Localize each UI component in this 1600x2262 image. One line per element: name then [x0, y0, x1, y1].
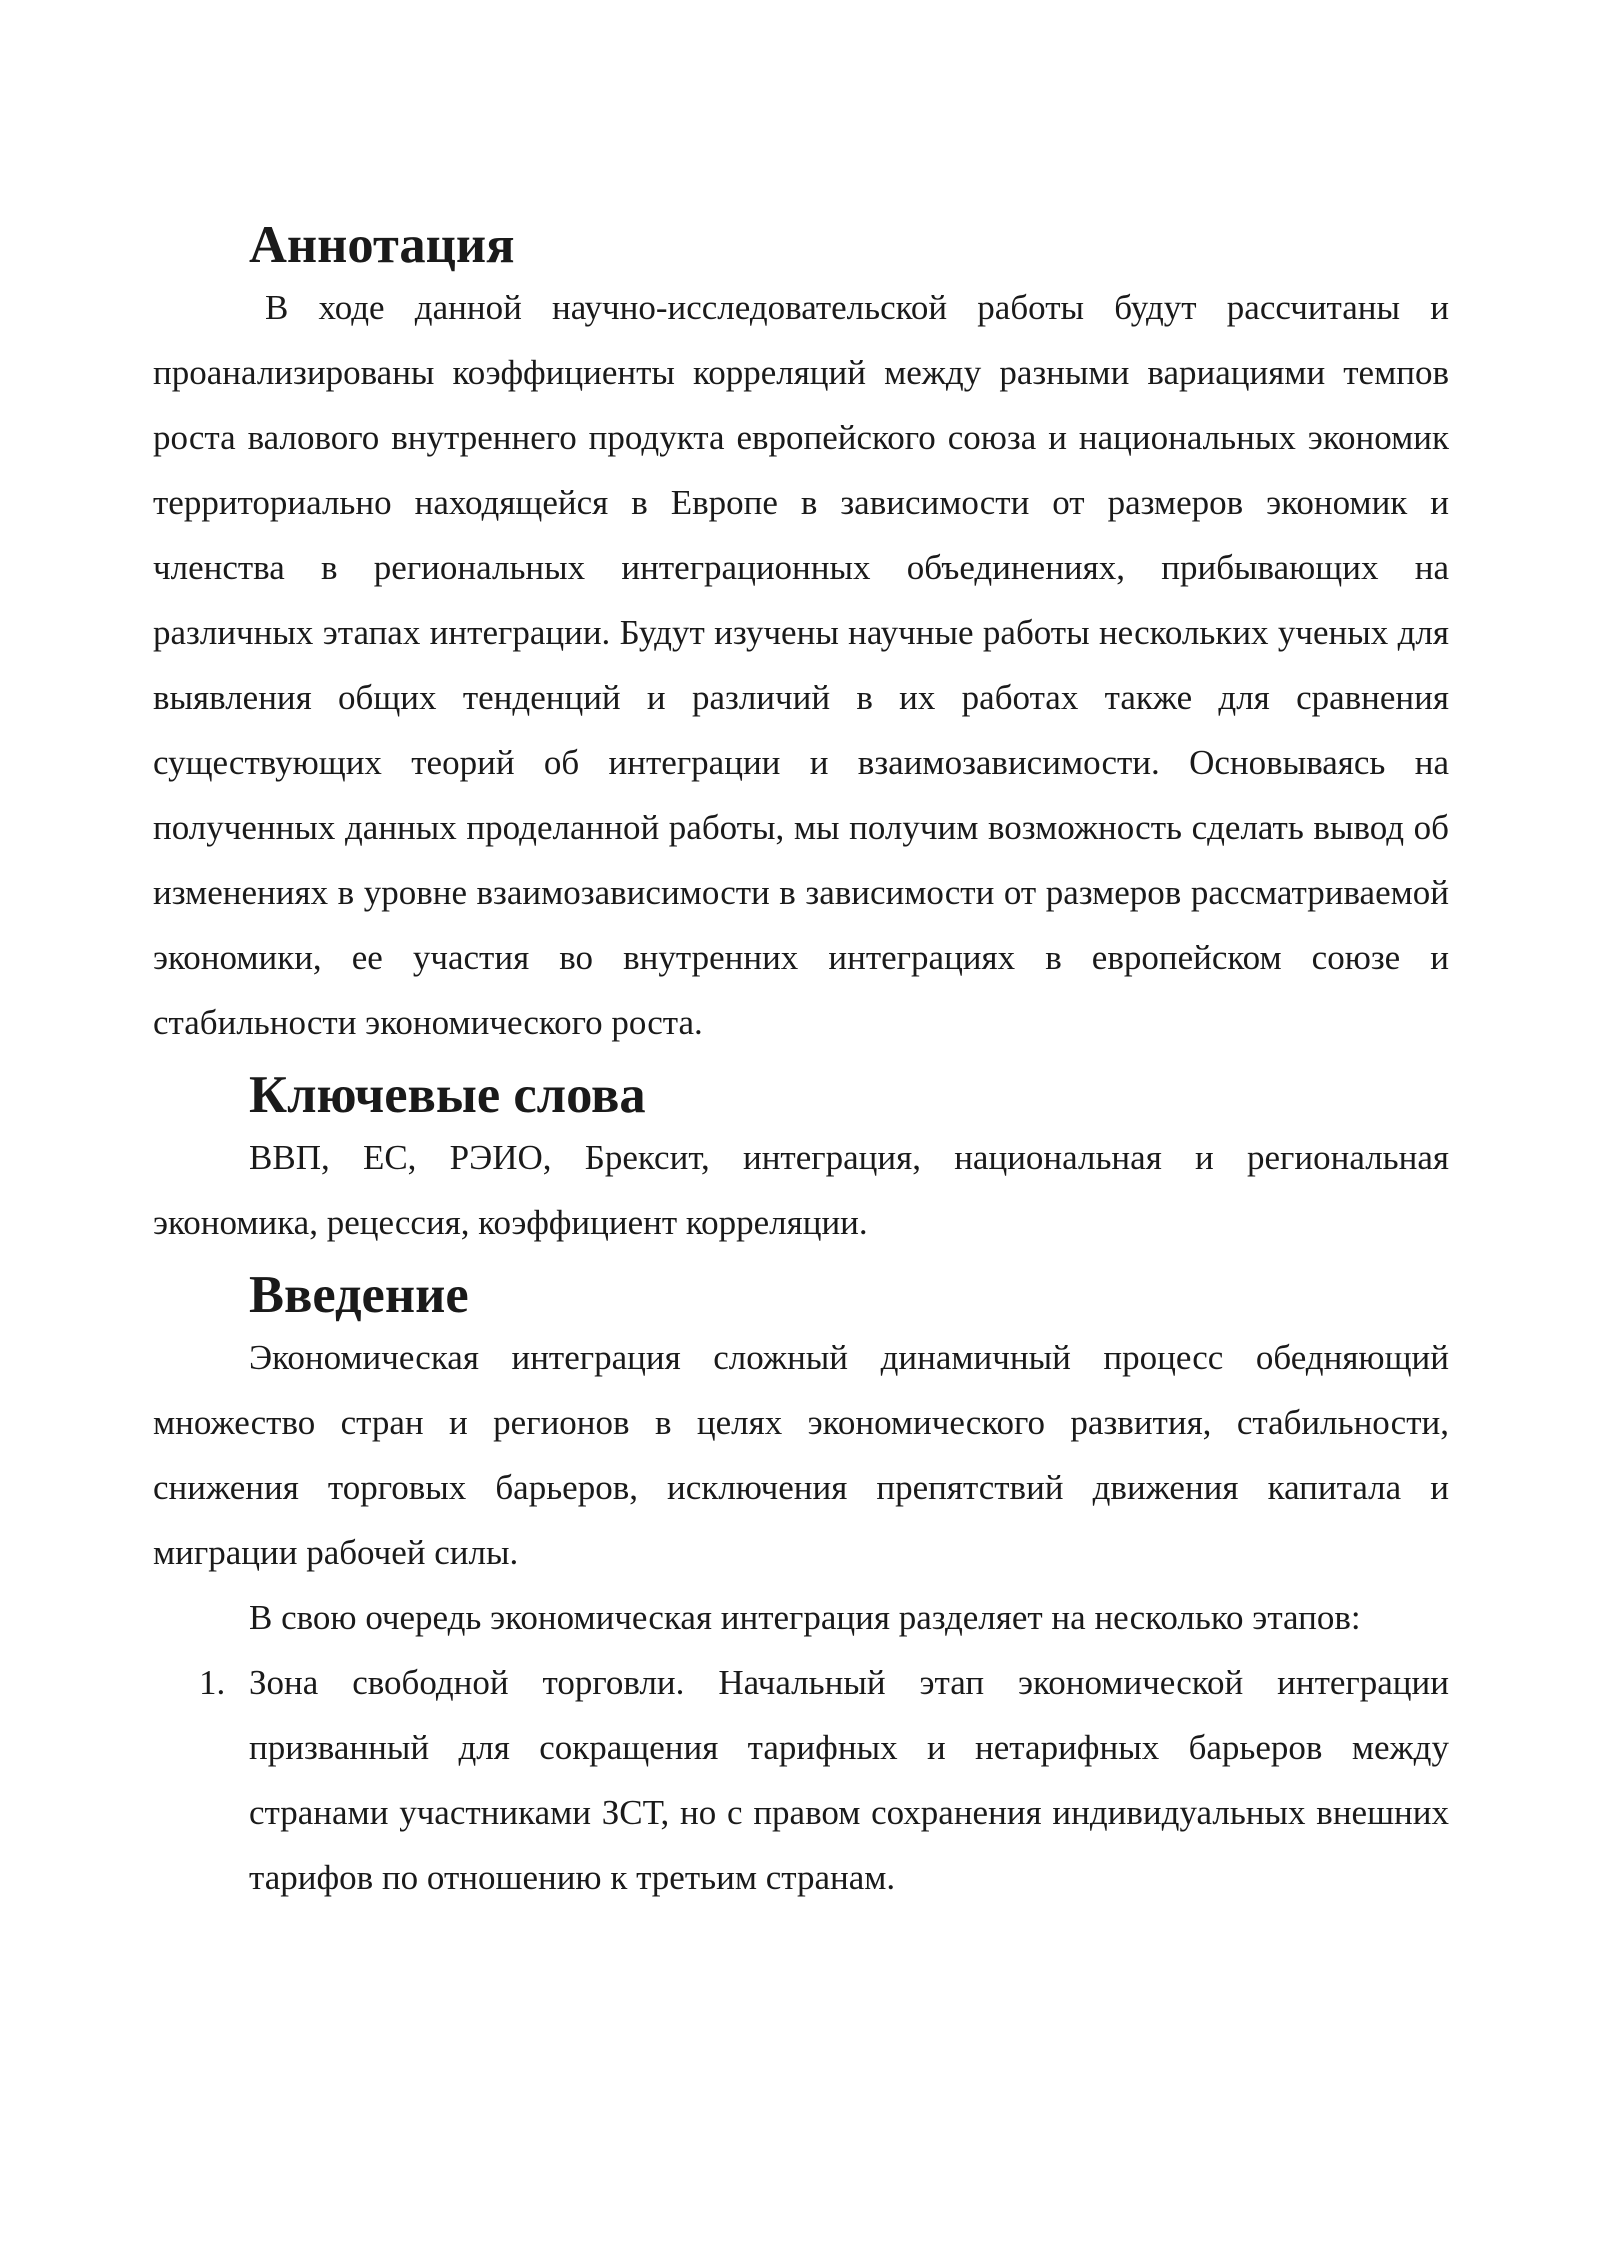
list-item-number: 1. [199, 1663, 226, 1702]
introduction-heading: Введение [249, 1266, 469, 1324]
introduction-paragraph: Экономическая интеграция сложный динамичный процесс обедняющий множество стран и регионов в целях экономического развития, стабильности, снижения торговых барьеров, исключения препятствий движения капитала и миграции рабочей силы. [153, 1338, 1449, 1572]
list-item [153, 1650, 1449, 1910]
keywords-heading: Ключевые слова [249, 1066, 646, 1124]
list-item-text: Зона свободной торговли. Начальный этап экономической интеграции призванный для сокращения тарифных и нетарифных барьеров между странами участниками ЗСТ, но с правом сохранения индивидуальных внешних тарифов по отношению к третьим странам. [249, 1663, 1449, 1897]
annotation-paragraph: В ходе данной научно-исследовательской работы будут рассчитаны и проанализированы коэффициенты корреляций между разными вариациями темпов роста валового внутреннего продукта европейского союза и национальных экономик территориально находящейся в Европе в зависимости от размеров экономик и членства в региональных интеграционных объединениях, прибывающих на различных этапах интеграции. Будут изучены научные работы нескольких ученых для выявления общих тенденций и различий в их работах также для сравнения существующих теорий об интеграции и взаимозависимости. Основываясь на полученных данных проделанной работы, мы получим возможность сделать вывод об изменениях в уровне взаимозависимости в зависимости от размеров рассматриваемой экономики, ее участия во внутренних интеграциях в европейском союзе и стабильности экономического роста. [153, 288, 1449, 1042]
integration-stages-list [153, 1650, 1449, 1910]
document-body [153, 215, 1449, 1910]
keywords-paragraph: ВВП, ЕС, РЭИО, Брексит, интеграция, национальная и региональная экономика, рецессия, коэффициент корреляции. [153, 1138, 1449, 1242]
introduction-paragraph: В свою очередь экономическая интеграция разделяет на несколько этапов: [249, 1598, 1361, 1637]
annotation-heading: Аннотация [249, 216, 515, 274]
